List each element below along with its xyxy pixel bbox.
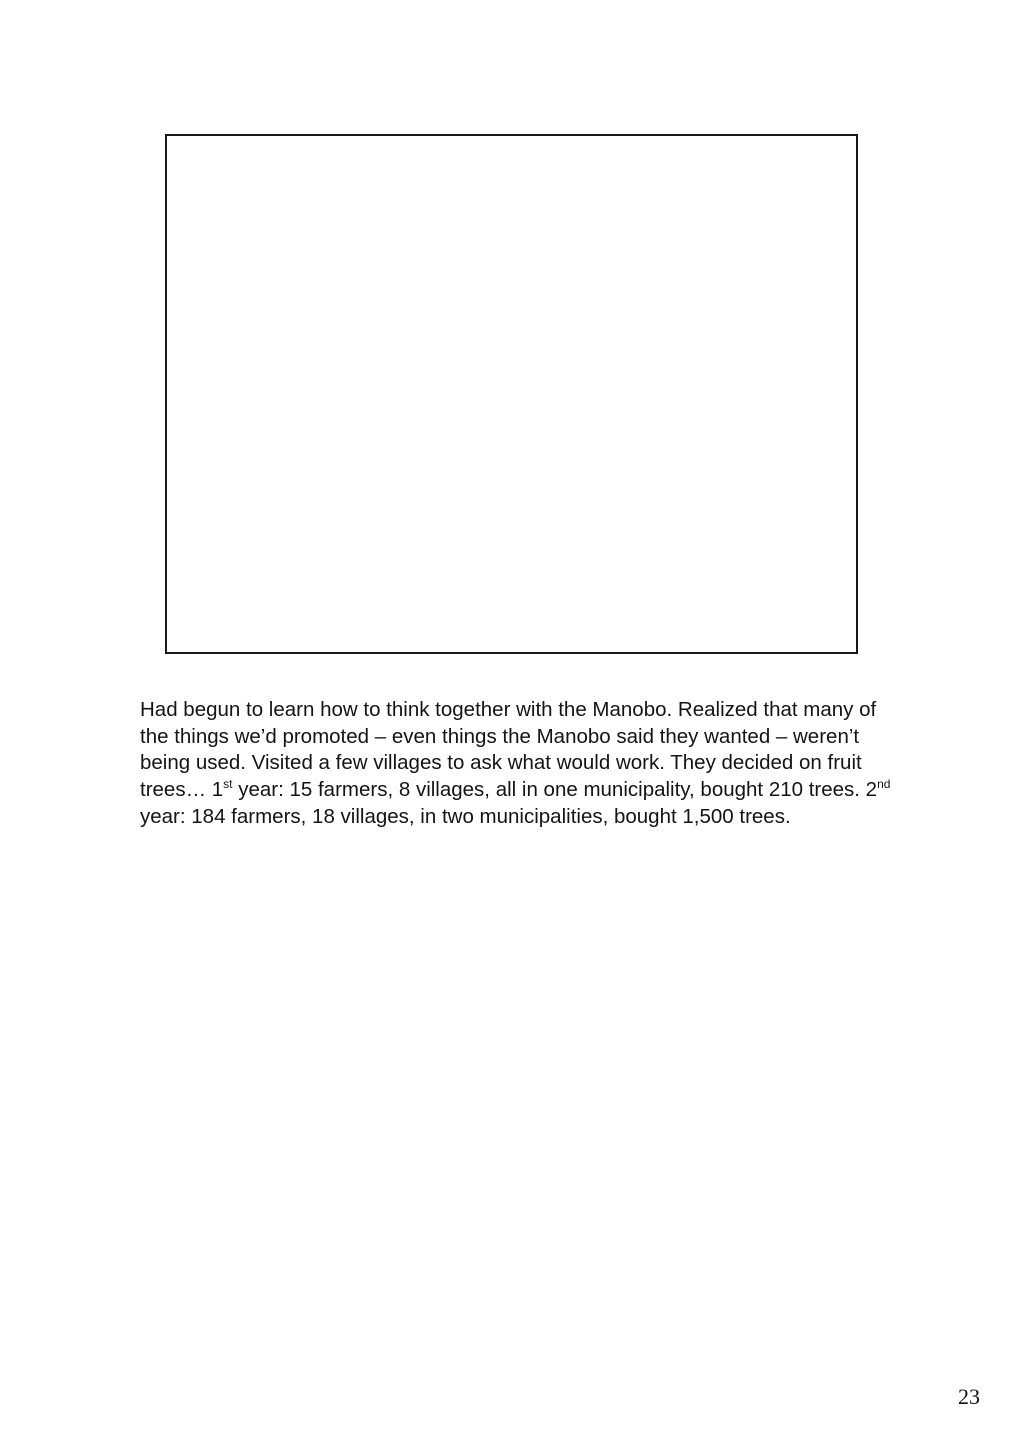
slide-thumbnail-frame: [165, 134, 858, 654]
notes-part-3: year: 184 farmers, 18 villages, in two municipalities, bought 1,500 trees.: [140, 804, 791, 828]
notes-part-1: Had begun to learn how to think together with the Manobo. Realized that many of the things we’d promoted – even things the Manobo said they wanted – weren’t being used. Visited a few villages to ask what would work. They decided on fruit trees… 1: [140, 698, 877, 802]
notes-superscript-2: nd: [877, 777, 891, 792]
speaker-notes-text: [140, 697, 900, 831]
notes-part-2: year: 15 farmers, 8 villages, all in one municipality, bought 210 trees. 2: [232, 778, 878, 802]
notes-superscript-1: st: [223, 777, 233, 792]
page-number: 23: [958, 1384, 980, 1409]
